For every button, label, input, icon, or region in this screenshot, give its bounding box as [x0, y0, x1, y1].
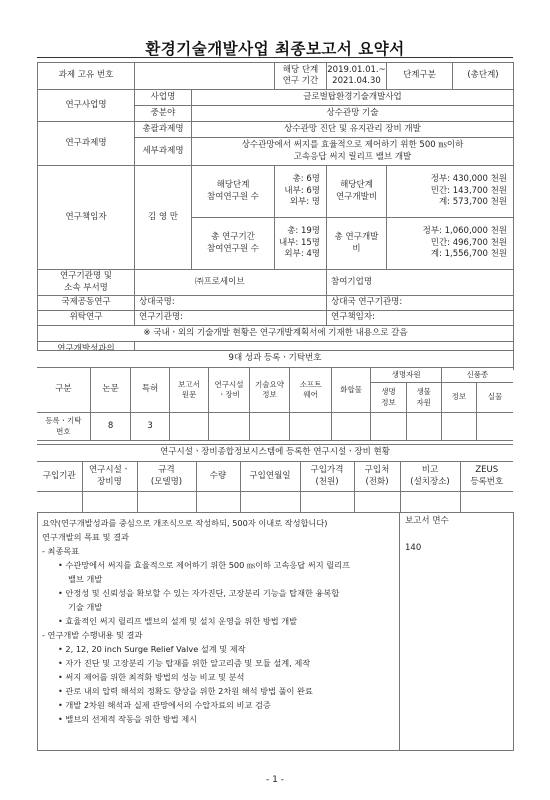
summary-line: • 써지 제어를 위한 최적화 방법의 성능 비교 및 분석	[58, 672, 245, 682]
summary-line: • 관로 내의 압력 해석의 정확도 향상을 위한 2차원 해석 방법 풀이 완료	[58, 686, 313, 696]
total-researchers-label: 총 연구기간 참여연구원 수	[192, 218, 275, 270]
total-external: 외부: 4명	[284, 249, 320, 260]
stage-sum: 계: 573,700 천원	[438, 197, 507, 208]
summary-table	[37, 512, 514, 751]
project-label: 연구과제명	[38, 122, 135, 166]
bio-info-count	[371, 413, 406, 441]
overall-value: 상수관망 진단 및 유지관리 장비 개발	[192, 122, 514, 138]
col-software: 소프트 웨어	[290, 368, 332, 413]
summary-line: 기술 개발	[68, 602, 103, 612]
variety-actual-count	[477, 413, 514, 441]
col-variety-actual: 실물	[477, 383, 514, 413]
stage-value: (총단계)	[453, 63, 514, 90]
commission-org: 연구기관명:	[135, 311, 327, 326]
stage-external: 외부: 명	[289, 197, 320, 208]
summary-header: 요약(연구개발성과를 중심으로 개조식으로 작성하되, 500자 이내로 작성합니다)	[42, 518, 328, 528]
total-researchers-values	[275, 218, 327, 270]
stage-funds-label: 해당단계 연구개발비	[327, 166, 387, 218]
total-funds-label: 총 연구개발 비	[327, 218, 387, 270]
stage-gov: 정부: 430,000 천원	[430, 174, 507, 185]
commission-leader: 연구책임자:	[327, 311, 514, 326]
col-compound: 화합물	[331, 368, 370, 413]
detail-value: 상수관망에서 써지를 효율적으로 제어하기 위한 500 ㎳이하 고속응답 써지 릴리프 밸브 개발	[192, 138, 514, 166]
col-category: 구분	[37, 368, 90, 413]
stage-total: 총: 6명	[292, 174, 320, 185]
col-note: 비고 (설치장소)	[400, 462, 460, 492]
summary-line: • 2, 12, 20 inch Surge Relief Valve 설계 및 제작	[58, 644, 246, 654]
report-pages-value: 140	[405, 543, 422, 554]
patent-count: 3	[131, 413, 169, 441]
report-pages-label: 보고서 면수	[405, 516, 449, 526]
outcomes-heading: 9대 성과 등록ㆍ기탁번호	[37, 351, 513, 368]
col-price: 구입가격 (천원)	[300, 462, 354, 492]
summary-line: 연구개발의 목표 및 결과	[42, 532, 129, 542]
domestic-note: ※ 국내ㆍ외의 기술개발 현황은 연구개발계획서에 기재한 내용으로 갈음	[38, 326, 514, 342]
program-name-label: 사업명	[135, 90, 192, 106]
stage-private: 민간: 143,700 천원	[430, 185, 507, 196]
total-funds-values	[387, 218, 514, 270]
summary-content	[38, 513, 400, 751]
outcomes-section	[37, 350, 513, 441]
summary-line: • 수관망에서 써지를 효율적으로 제어하기 위한 500 ㎳이하 고속응답 써지 릴리프	[58, 560, 350, 570]
tech-summary-count	[249, 413, 290, 441]
summary-lines	[42, 530, 395, 726]
col-variety-info: 정보	[441, 383, 476, 413]
period-value: 2019.01.01.~ 2021.04.30	[327, 63, 387, 90]
col-spec: 규격 (모델명)	[137, 462, 196, 492]
col-vendor: 구입처 (전화)	[354, 462, 400, 492]
detail-label: 세부과제명	[135, 138, 192, 166]
equipment-section	[37, 444, 513, 514]
col-patent: 특허	[131, 368, 169, 413]
total-total: 총: 19명	[287, 226, 320, 237]
total-internal: 내부: 15명	[278, 237, 320, 248]
col-paper: 논문	[90, 368, 131, 413]
summary-line: • 밸브의 선제적 작동을 위한 방법 제시	[58, 714, 198, 724]
title-underline	[37, 57, 513, 58]
task-id-value	[135, 63, 275, 90]
summary-line: • 안정성 및 신뢰성을 확보할 수 있는 자가진단, 고장분리 기능을 탑재한 융복합	[58, 588, 340, 598]
intl-label: 국제공동연구	[38, 296, 135, 311]
report-count	[169, 413, 208, 441]
col-bio-info: 생명 정보	[371, 383, 406, 413]
col-purchase-date: 구입연월일	[240, 462, 300, 492]
col-report: 보고서 원문	[169, 368, 208, 413]
equipment-heading: 연구시설ㆍ장비종합정보시스템에 등록한 연구시설ㆍ장비 현황	[37, 445, 513, 462]
intl-org: 상대국 연구기관명:	[327, 296, 514, 311]
overall-label: 총괄과제명	[135, 122, 192, 138]
commission-label: 위탁연구	[38, 311, 135, 326]
col-bio-resource: 생물 자원	[406, 383, 441, 413]
col-new-variety: 신품종	[441, 368, 513, 383]
program-label: 연구사업명	[38, 90, 135, 122]
total-gov: 정부: 1,060,000 천원	[422, 226, 507, 237]
summary-line: - 연구개발 수행내용 및 결과	[42, 630, 143, 640]
total-private: 민간: 496,700 천원	[430, 237, 507, 248]
col-qty: 수량	[196, 462, 240, 492]
report-pages-cell	[400, 513, 514, 751]
task-id-label: 과제 고유 번호	[38, 63, 135, 90]
intl-partner: 상대국명:	[135, 296, 327, 311]
info-grid-table	[37, 62, 514, 370]
col-bio: 생명자원	[371, 368, 441, 383]
stage-label: 단계구분	[387, 63, 453, 90]
variety-info-count	[441, 413, 476, 441]
compound-count	[331, 413, 370, 441]
stage-funds-values	[387, 166, 514, 218]
summary-line: • 효율적인 써지 릴리프 밸브의 설계 및 설치 운영을 위한 방법 개발	[58, 616, 298, 626]
col-equipment-name: 연구시설ㆍ 장비명	[82, 462, 137, 492]
stage-internal: 내부: 6명	[284, 185, 320, 196]
leader-name: 김 영 만	[135, 166, 192, 270]
org-value: ㈜프로세이브	[135, 270, 327, 296]
summary-line: - 최종목표	[42, 546, 80, 556]
col-purchase-org: 구입기관	[37, 462, 82, 492]
subfield-value: 상수관망 기술	[192, 106, 514, 122]
col-zeus: ZEUS 등록번호	[460, 462, 513, 492]
summary-line: • 자가 진단 및 고장분리 기능 탑재를 위한 알고리즘 및 모듈 설계, 제작	[58, 658, 311, 668]
summary-line: 밸브 개발	[68, 574, 103, 584]
total-sum: 계: 1,556,700 천원	[430, 249, 507, 260]
period-label: 해당 단계 연구 기간	[275, 63, 327, 90]
stage-researchers-label: 해당단계 참여연구원 수	[192, 166, 275, 218]
info-grid	[37, 62, 513, 348]
participating-label: 참여기업명	[327, 270, 514, 296]
software-count	[290, 413, 332, 441]
outcomes-table	[37, 350, 513, 441]
row-registration-label: 등록ㆍ기탁 번호	[37, 413, 90, 441]
equipment-table	[37, 444, 513, 514]
document-title: 환경기술개발사업 최종보고서 요약서	[145, 40, 405, 58]
col-tech-summary: 기술요약 정보	[249, 368, 290, 413]
leader-label: 연구책임자	[38, 166, 135, 270]
summary-section	[37, 512, 513, 751]
stage-researchers-values	[275, 166, 327, 218]
subfield-label: 중분야	[135, 106, 192, 122]
summary-line: • 개발 2차원 해석과 실제 관망에서의 수압자료의 비교 검증	[58, 700, 271, 710]
org-label: 연구기관명 및 소속 부서명	[38, 270, 135, 296]
facility-count	[209, 413, 250, 441]
paper-count: 8	[90, 413, 131, 441]
program-name-value: 글로벌탑환경기술개발사업	[192, 90, 514, 106]
col-facility: 연구시설 ㆍ장비	[209, 368, 250, 413]
bio-resource-count	[406, 413, 441, 441]
page-number: - 1 -	[266, 775, 284, 785]
